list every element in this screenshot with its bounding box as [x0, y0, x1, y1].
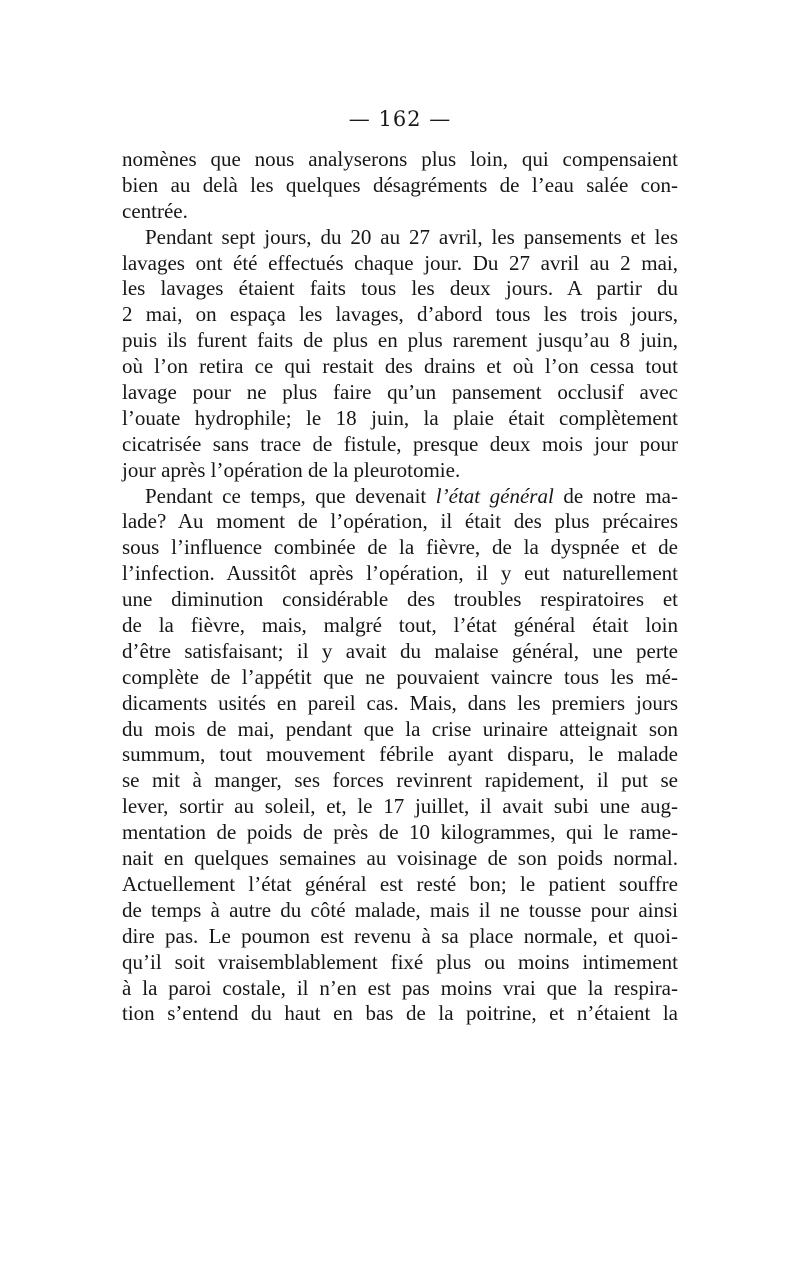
body-text	[122, 147, 678, 1027]
text-line: centrée.	[122, 198, 188, 223]
text-line: dicaments usités en pareil cas. Mais, dans les premiers jours	[122, 690, 678, 715]
text-run: Pendant ce temps, que devenait	[145, 483, 436, 508]
text-line: nomènes que nous analyserons plus loin, qui compensaient	[122, 147, 678, 171]
text-line: cicatrisée sans trace de fistule, presque deux mois jour pour	[122, 431, 678, 456]
text-line: du mois de mai, pendant que la crise urinaire atteignait son	[122, 716, 678, 741]
text-line: nait en quelques semaines au voisinage de son poids normal.	[122, 846, 678, 871]
text-line: summum, tout mouvement fébrile ayant disparu, le malade	[122, 742, 678, 767]
text-run: de notre ma-	[553, 483, 678, 508]
text-line: complète de l’appétit que ne pouvaient vaincre tous les mé-	[122, 664, 678, 689]
text-line: jour après l’opération de la pleurotomie.	[122, 457, 461, 482]
text-line: dire pas. Le poumon est revenu à sa place normale, et quoi-	[122, 923, 678, 948]
text-line: de la fièvre, mais, malgré tout, l’état général était loin	[122, 613, 678, 638]
text-line: où l’on retira ce qui restait des drains et où l’on cessa tout	[122, 354, 678, 379]
text-line: se mit à manger, ses forces revinrent rapidement, il put se	[122, 768, 678, 793]
text-line: lever, sortir au soleil, et, le 17 juillet, il avait subi une aug-	[122, 794, 678, 819]
text-line: bien au delà les quelques désagréments de l’eau salée con-	[122, 172, 678, 197]
text-line: qu’il soit vraisemblablement fixé plus ou moins intimement	[122, 949, 678, 974]
text-line: à la paroi costale, il n’en est pas moins vrai que la respira-	[122, 975, 678, 1000]
text-line: l’ouate hydrophile; le 18 juin, la plaie était complètement	[122, 405, 678, 430]
italic-emphasis: l’état général	[435, 483, 554, 508]
text-line: mentation de poids de près de 10 kilogrammes, qui le rame-	[122, 820, 678, 845]
text-line: une diminution considérable des troubles respiratoires et	[122, 587, 678, 612]
paragraph-first-line	[122, 484, 678, 510]
text-line: les lavages étaient faits tous les deux jours. A partir du	[122, 276, 678, 301]
text-line: lavage pour ne plus faire qu’un pansement occlusif avec	[122, 380, 678, 405]
page-number: — 162 —	[348, 107, 452, 131]
text-line: 2 mai, on espaça les lavages, d’abord tous les trois jours,	[122, 302, 678, 327]
paragraph-first-line: Pendant sept jours, du 20 au 27 avril, les pansements et les	[145, 224, 678, 249]
text-line: de temps à autre du côté malade, mais il ne tousse pour ainsi	[122, 897, 678, 922]
text-line: sous l’influence combinée de la fièvre, de la dyspnée et de	[122, 535, 678, 560]
text-line: lavages ont été effectués chaque jour. Du 27 avril au 2 mai,	[122, 250, 678, 275]
text-line: Actuellement l’état général est resté bon; le patient souffre	[122, 871, 678, 896]
text-line: tion s’entend du haut en bas de la poitrine, et n’étaient la	[122, 1001, 678, 1026]
text-line: puis ils furent faits de plus en plus rarement jusqu’au 8 juin,	[122, 328, 678, 353]
text-line: lade? Au moment de l’opération, il était des plus précaires	[122, 509, 678, 534]
text-line: l’infection. Aussitôt après l’opération, il y eut naturellement	[122, 561, 678, 586]
text-line: d’être satisfaisant; il y avait du malaise général, une perte	[122, 638, 678, 663]
